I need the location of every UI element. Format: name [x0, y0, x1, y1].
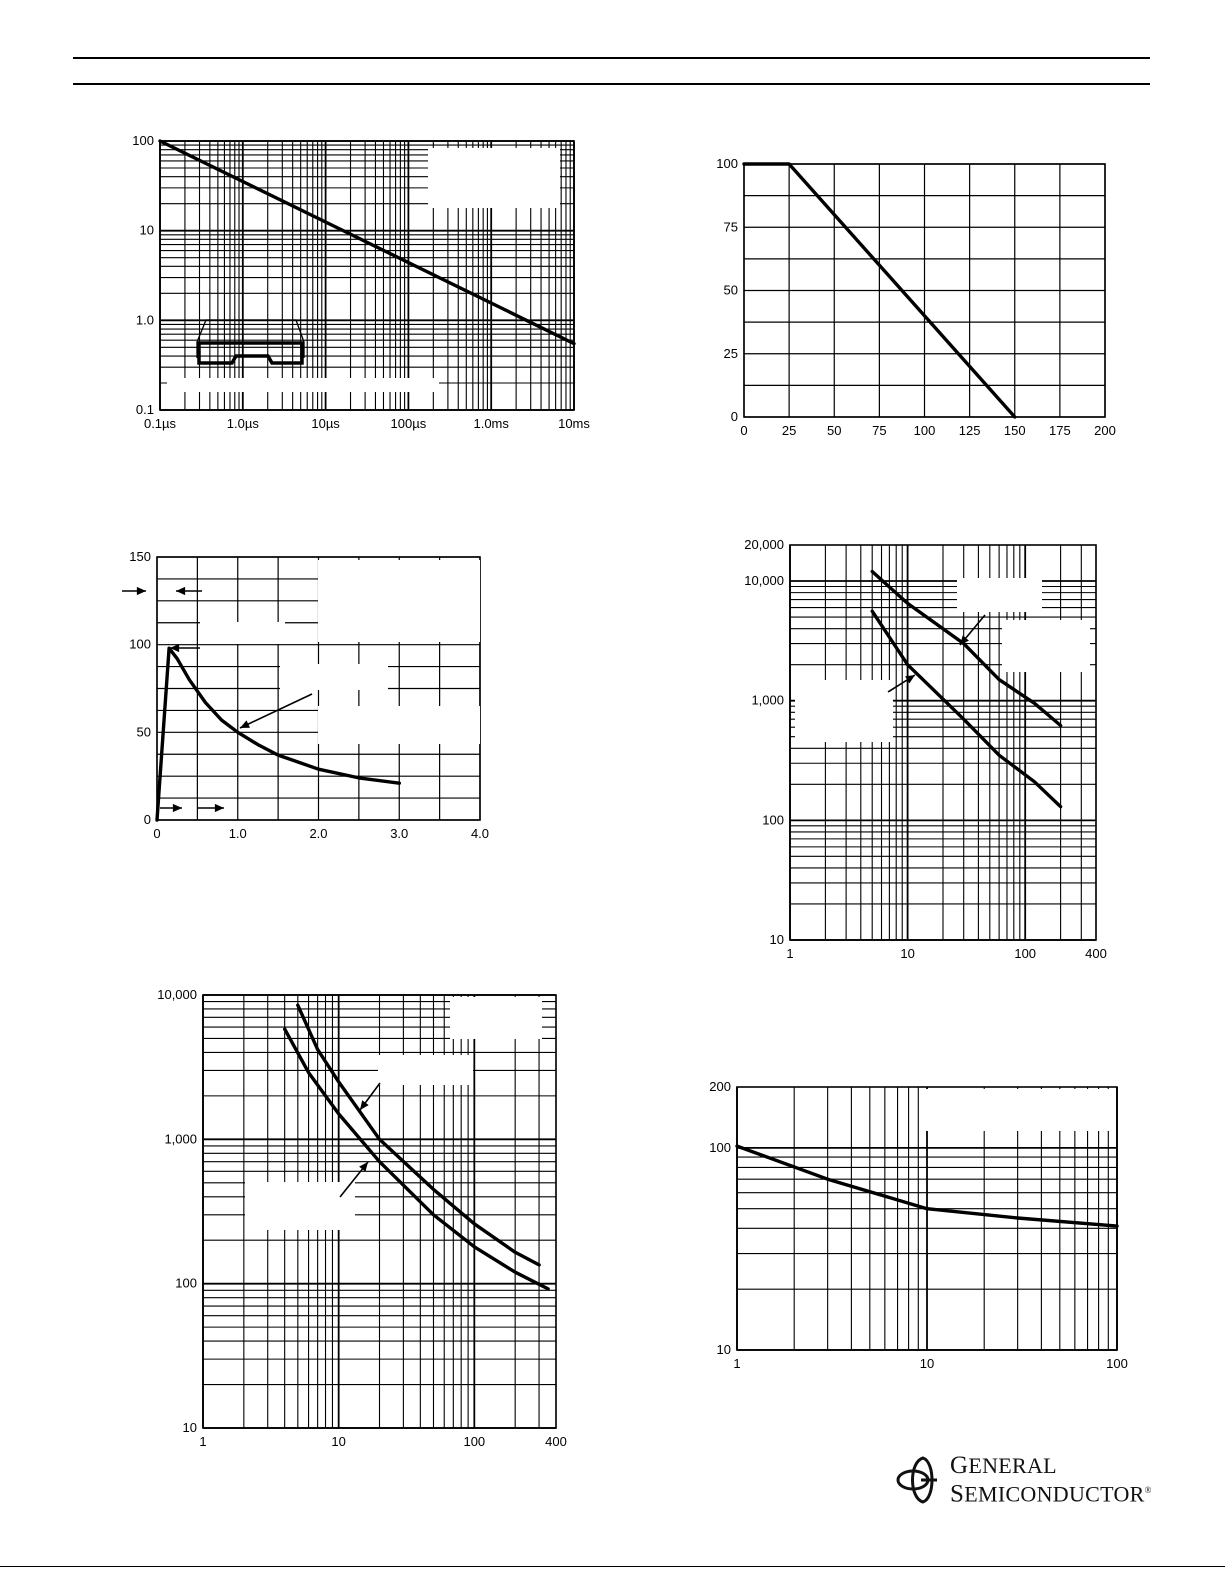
fig2-y-tick-label: 50: [723, 282, 738, 298]
fig4-x-tick-label: 400: [1085, 946, 1107, 961]
fig2-y-tick-label: 25: [723, 345, 738, 361]
fig5-x-tick-label: 400: [545, 1434, 567, 1449]
chart-fig3: [122, 549, 489, 841]
fig5-y-tick-label: 100: [175, 1275, 197, 1291]
fig2-x-tick-label: 200: [1094, 423, 1116, 438]
chart-fig1: [132, 133, 590, 431]
fig2-x-tick-label: 125: [958, 423, 981, 438]
fig4-y-tick-label: 10,000: [744, 573, 784, 589]
fig4-y-tick-label: 10: [769, 932, 784, 947]
fig3-x-tick-label: 1.0: [228, 826, 247, 841]
fig3-x-tick-label: 0: [153, 826, 161, 841]
chart-fig2: [716, 156, 1116, 438]
fig6-label-mask: [920, 1089, 1115, 1131]
fig3-arrow-1-head: [137, 587, 146, 595]
fig6-x-tick-label: 1: [733, 1356, 741, 1371]
fig1-label-mask: [167, 378, 439, 392]
fig1-x-tick-label: 0.1µs: [143, 416, 177, 431]
fig1-x-tick-label: 10ms: [558, 416, 590, 431]
fig3-arrow-2-head: [176, 587, 185, 595]
fig3-label-mask: [318, 706, 480, 744]
fig5-x-tick-label: 100: [463, 1434, 486, 1449]
fig2-y-tick-label: 0: [730, 409, 738, 424]
chart-fig6: [709, 1079, 1128, 1371]
fig4-x-tick-label: 10: [900, 946, 915, 961]
fig3-label-mask: [200, 622, 285, 644]
fig6-y-tick-label: 10: [716, 1342, 731, 1357]
fig5-y-tick-label: 10: [182, 1420, 197, 1435]
fig2-x-tick-label: 175: [1049, 423, 1071, 438]
fig4-arrow-2-head: [905, 675, 915, 683]
registered-mark: ®: [1144, 1485, 1152, 1495]
chart-fig5: [157, 987, 567, 1449]
fig1-x-tick-label: 100µs: [390, 416, 427, 431]
brand-initial-g: G: [950, 1452, 969, 1479]
fig2-y-tick-label: 75: [723, 219, 738, 235]
fig2-x-tick-label: 100: [913, 423, 936, 438]
brand-wordmark: [950, 1454, 1152, 1506]
fig2-x-tick-label: 75: [872, 423, 887, 438]
fig4-label-mask: [795, 680, 893, 742]
fig4-y-tick-label: 1,000: [751, 692, 784, 708]
fig1-x-tick-label: 1.0µs: [226, 416, 259, 431]
fig4-x-tick-label: 1: [786, 946, 794, 961]
gs-logo-icon: [895, 1452, 949, 1506]
brand-word-general: ENERAL: [968, 1453, 1057, 1478]
fig6-x-tick-label: 100: [1106, 1356, 1128, 1371]
fig3-y-tick-label: 50: [136, 724, 151, 740]
chart-fig4: [744, 537, 1107, 961]
fig3-x-tick-label: 3.0: [390, 826, 409, 841]
fig3-x-tick-label: 2.0: [309, 826, 328, 841]
fig4-label-mask: [1002, 620, 1090, 672]
fig1-y-tick-label: 0.1: [135, 402, 154, 417]
brand-word-semiconductor: EMICONDUCTOR: [964, 1481, 1145, 1507]
brand-initial-s: S: [950, 1480, 965, 1508]
fig2-y-tick-label: 100: [716, 156, 738, 171]
package-body-icon: [197, 320, 304, 358]
fig6-y-tick-label: 200: [709, 1079, 731, 1094]
fig1-x-tick-label: 1.0ms: [473, 416, 509, 431]
fig5-arrow-1-head: [360, 1100, 369, 1110]
fig5-label-mask: [245, 1182, 355, 1230]
fig4-y-tick-label: 100: [762, 812, 784, 828]
fig3-label-mask: [318, 560, 480, 642]
fig3-y-tick-label: 0: [143, 812, 151, 827]
fig2-x-tick-label: 25: [781, 423, 797, 438]
package-lead-icon: [199, 343, 302, 363]
fig3-x-tick-label: 4.0: [470, 826, 490, 841]
fig4-y-tick-label: 20,000: [744, 537, 784, 552]
brand-logo: [895, 1452, 1155, 1508]
fig1-y-tick-label: 10: [139, 222, 154, 238]
fig3-label-mask: [280, 664, 388, 690]
fig1-y-tick-label: 1.0: [135, 312, 154, 328]
fig2-grid: [744, 164, 1105, 417]
fig4-grid: [790, 545, 1096, 940]
fig3-y-tick-label: 100: [129, 636, 151, 652]
fig5-y-tick-label: 1,000: [164, 1131, 197, 1147]
fig3-arrow-5-head: [173, 804, 182, 812]
fig2-x-tick-label: 50: [827, 423, 842, 438]
fig3-arrow-6-head: [215, 804, 224, 812]
fig4-x-tick-label: 100: [1014, 946, 1037, 961]
fig3-y-tick-label: 150: [129, 549, 151, 564]
fig1-label-mask: [428, 148, 560, 208]
fig5-x-tick-label: 10: [331, 1434, 346, 1449]
fig5-x-tick-label: 1: [199, 1434, 207, 1449]
fig4-label-mask: [957, 578, 1042, 612]
fig6-y-tick-label: 100: [709, 1139, 731, 1155]
fig1-y-tick-label: 100: [132, 133, 154, 148]
fig5-label-mask: [450, 997, 542, 1039]
fig1-x-tick-label: 10µs: [311, 416, 340, 431]
fig5-label-mask: [378, 1055, 473, 1085]
fig2-x-tick-label: 0: [740, 423, 748, 438]
fig5-y-tick-label: 10,000: [157, 987, 197, 1002]
fig2-x-tick-label: 150: [1003, 423, 1026, 438]
fig6-x-tick-label: 10: [919, 1356, 935, 1371]
